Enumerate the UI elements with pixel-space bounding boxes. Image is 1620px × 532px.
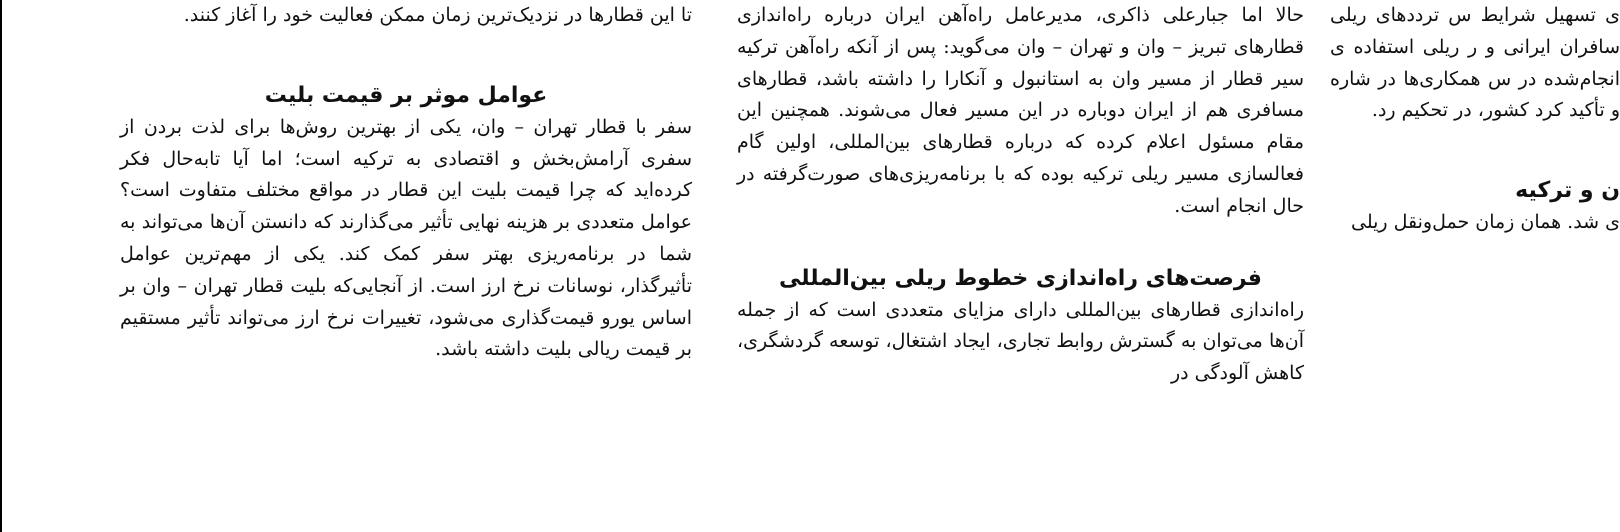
page-edge-rule [0, 0, 2, 532]
paragraph: تا این قطارها در نزدیک‌ترین زمان ممکن فعالیت خود را آغاز کنند. [183, 4, 692, 26]
section-heading: ن و ترکیه [1515, 178, 1620, 204]
section-heading: عوامل موثر بر قیمت بلیت [264, 82, 548, 108]
text-column-right [1330, 0, 1620, 532]
section-heading: فرصت‌های راه‌اندازی خطوط ریلی بین‌المللی [779, 265, 1262, 291]
text-column-left [120, 0, 692, 532]
paragraph: حالا اما جبارعلی ذاکری، مدیرعامل راه‌آهن ایران درباره راه‌اندازی قطارهای تبریز – وان و تهران – وان می‌گوید: پس از آنکه راه‌آهن ترکیه سیر قطار از مسیر وان به استانبول و آنکارا را داشته باشد، قطارهای مسافری هم از ایران دوباره در این مسیر فعال می‌شوند. همچنین این مقام مسئول اعلام کرده که درباره قطارهای بین‌المللی، اولین گام فعالسازی مسیر ریلی ترکیه بوده که با برنامه‌ریزی‌های صورت‌گرفته در حال انجام است. [737, 4, 1304, 217]
paragraph: ی تسهیل شرایط س ترددهای ریلی سافران ایرانی و ر ریلی استفاده ی انجام‌شده در س همکاری‌ها در شاره و تأکید کرد کشور، در تحکیم رد. [1330, 4, 1620, 122]
paragraph: سفر با قطار تهران – وان، یکی از بهترین روش‌ها برای لذت بردن از سفری آرامش‌بخش و اقتصادی به ترکیه است؛ اما آیا تا‌به‌حال فکر کرده‌اید که چرا قیمت بلیت این قطار در مواقع مختلف متفاوت است؟ عوامل متعددی بر هزینه نهایی تأثیر می‌گذارند که دانستن آن‌ها می‌تواند به شما در برنامه‌ریزی بهتر سفر کمک کند. یکی از مهم‌ترین عوامل تأثیرگذار، نوسانات نرخ ارز است. از آنجایی‌که بلیت قطار تهران – وان بر اساس یورو قیمت‌گذاری می‌شود، تغییرات نرخ ارز می‌تواند تأثیر مستقیم بر قیمت ریالی بلیت داشته باشد. [120, 115, 692, 361]
paragraph: ی شد. همان زمان حمل‌ونقل ریلی [1350, 211, 1620, 234]
text-column-middle [737, 0, 1304, 532]
paragraph: راه‌اندازی قطارهای بین‌المللی دارای مزایای متعددی است که از جمله آن‌ها می‌توان به گسترش روابط تجاری، ایجاد اشتغال، توسعه گردشگری، کاهش آلودگی در [737, 298, 1304, 385]
